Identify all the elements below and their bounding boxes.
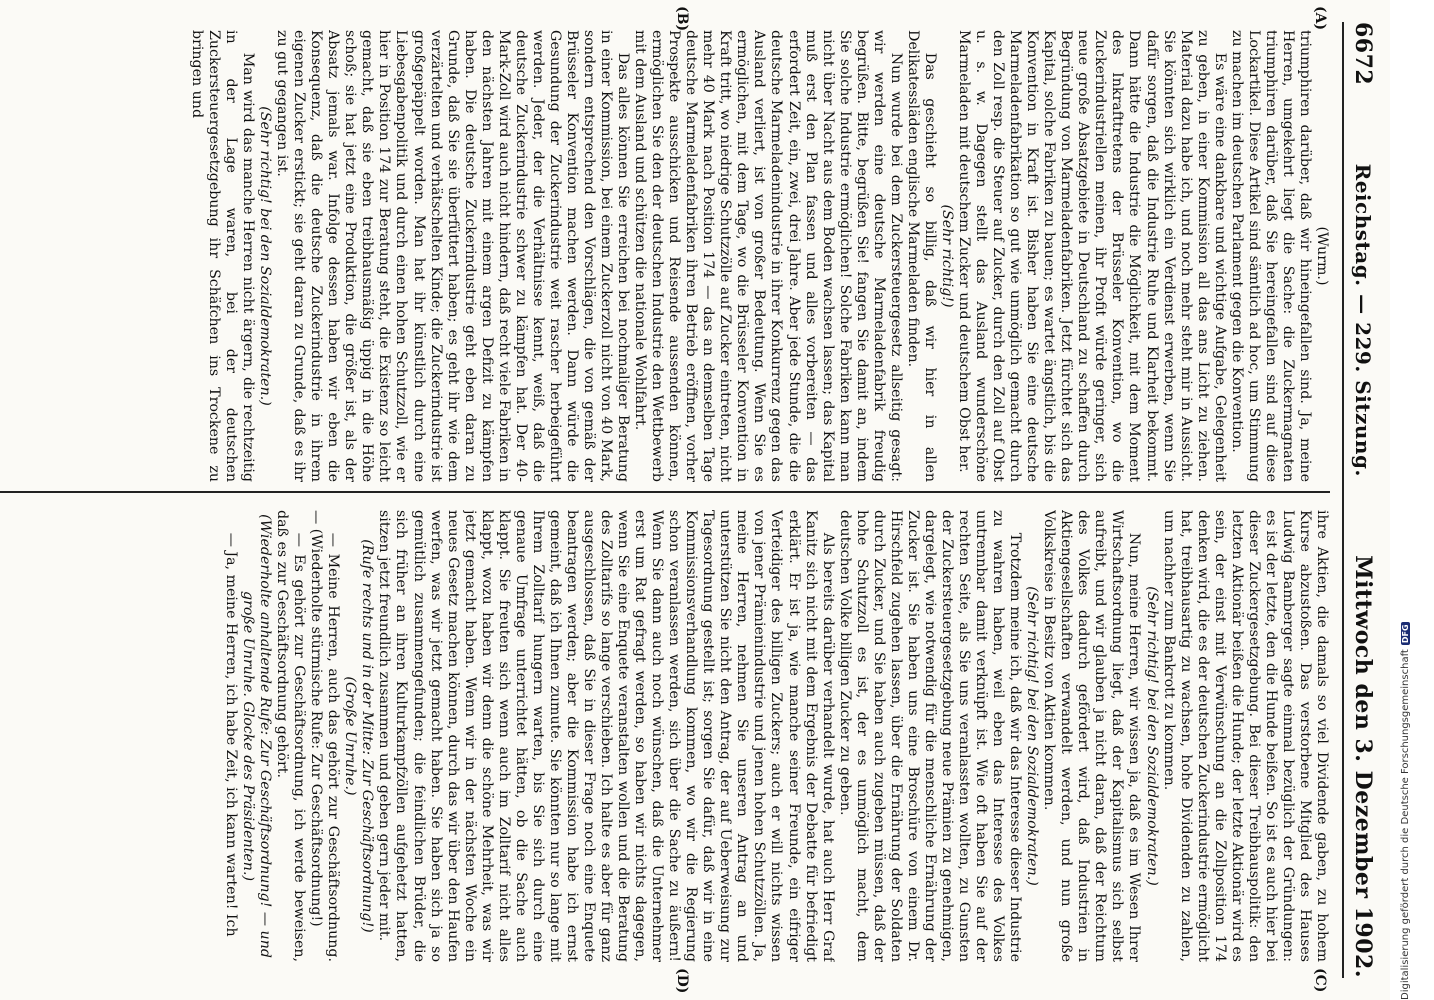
margin-marker-b: (B) [674,6,690,32]
paragraph: Als bereits darüber verhandelt wurde, hat auch Herr Graf Kanitz sich nicht mit dem Ergebnis der Debatte für befriedigt erklärt. Er ist ja, wie manche seiner Freunde, ein eifriger Verteidiger des billigen Zuckers; auch er will nichts wissen von jener Prämienindustrie und jenen hohen Schutzzöllen. Ja, meine Herren, nehmen Sie unseren Antrag an und unterstützen Sie nicht den Antrag, der auf Ueberweisung zur Tagesordnung gestellt ist; sorgen Sie dafür, daß wir in eine Kommissionsverhandlung kommen, wo wir die Regierung schon veranlassen werden, sich über die Sache zu äußern! Wenn Sie dann auch noch wünschen, daß die Unternehmer erst um Rat gefragt werden, so haben wir nichts dagegen, wenn Sie eine Enquete veranstalten wollen und die Beratung des Zolltarifs so lange verschieben. Ich halte es aber für ganz ausgeschlossen, daß Sie in dieser Frage noch eine Enquete beantragen werden; aber die Kommission habe ich ernst gemeint, daß ich Ihnen zumute. Sie könnten nur so lange mit Ihrem Zolltarif hungern warten, bis Sie sich durch eine genaue Umfrage unterrichtet hätten, ob die Sache auch klappt. Sie freuten sich wenn auch im Zolltarif nicht alles klappt, wozu haben wir denn die schöne Mehrheit, was wir jetzt gemacht haben. Wenn wir in der nächsten Woche ein neues Gesetz machen können, durch das wir über den Haufen werfen, was wir jetzt gemacht haben. Sie haben sich ja so gemütlich zusammengefunden; die feindlichen Brüder, die sich früher an ihren Kulturkampfzöllen aufgehetzt hatten, sitzen jetzt freundlich zusammen und geben gern jeder mit. [376,510,836,962]
right-column [0,510,1330,962]
paragraph: Nun wurde bei dem Zuckersteuergesetz allseitig gesagt: wir werden eine deutsche Marmeladenfabrik freudig begrüßen. Bitte, begrüßen Sie! fangen Sie damit an, indem Sie solche Industrie ermöglichen! Solche Fabriken kann man nicht über Nacht aus dem Boden wachsen lassen; das Kapital muß erst den Plan fassen und alles vorbereiten — das erfordert Zeit, ein, zwei, drei Jahre. Aber jede Stunde, die die deutsche Marmeladenindustrie in ihrer Konkurrenz gegen das Ausland verliert, ist von großer Bedeutung. Wenn Sie es ermöglichen, mit dem Tage, wo die Brüsseler Konvention in Kraft tritt, wo niedrige Schutzzölle auf Zucker eintreten, nicht mehr 40 Mark nach Position 174 — das an demselben Tage deutsche Marmeladenfabriken ihren Betrieb eröffnen, vorher Prospekte ausschicken und Reisende aussenden können, ermöglichen Sie den der deutschen Industrie den Wettbewerb mit dem Ausland und schützen die nationale Wohlfahrt. [632,30,904,482]
page-number: 6672 [1350,22,1376,86]
page-date: Mittwoch den 3. Dezember 1902. [1350,555,1376,978]
page-title: Reichstag. — 229. Sitzung. [1351,163,1375,477]
paragraph: Das geschieht so billig, daß wir hier in allen Delikatessläden englische Marmeladen finden. [904,30,938,482]
paragraph: Das alles können Sie erreichen bei nochmaliger Beratung in einer Kommission, bei einem Zuckerzoll nicht von 40 Mark, sondern entsprechend den Vorschlägen, die von gemäß der Brüsseler Konvention machen werden. Dann würde die Gesundung der Zuckerindustrie weit rascher herbeigeführt werden. Jeder, der die Verhältnisse kennt, weiß, daß die deutsche Zuckerindustrie schwer zu kämpfen hat. Der 40-Mark-Zoll wird auch nicht hindern, daß recht viele Fabriken in den nächsten Jahren mit einem argen Defizit zu kämpfen haben. Die deutsche Zuckerindustrie geht eben daran zu Grunde, daß Sie sie überfüttert haben; es geht ihr wie dem verzärtelten und verhätschelten Kinde; die Zuckerindustrie ist großgepäppelt worden. Man hat ihr künstlich durch eine Liebesgabenpolitik und durch einen hohen Schutzzoll, wie er hier in Position 174 zur Beratung steht, die Existenz so leicht gemacht, daß sie eben treibhausmäßig üppig in die Höhe schoß; sie hat jetzt eine Produktion, die größer ist, als der Absatz jemals war. Infolge dessen haben wir eben die Konsequenz, daß die deutsche Zuckerindustrie in ihrem eigenen Zucker erstickt; sie geht daran zu Grunde, daß es ihr zu gut gegangen ist. [274,30,632,482]
interjection: (Rufe rechts und in der Mitte: Zur Geschäftsordnung!) [359,539,376,933]
paragraph: Es wäre eine dankbare und wichtige Aufgabe, Gelegenheit zu geben, in einer Kommission all das ans Licht zu ziehen. Material dazu habe ich, und noch mehr steht mir in Aussicht. Sie könnten sich wirklich ein Verdienst erwerben, wenn Sie dafür sorgen, daß die Industrie Ruhe und Klarheit bekommt. Dann hätte die Industrie die Möglichkeit, mit dem Moment des Inkrafttretens der Brüsseler Konvention, wo die Zuckerindustriellen meinen, ihr Profit würde geringer, sich neue große Absatzgebiete in Deutschland zu schaffen durch Begründung von Marmeladenfabriken. Jetzt fürchtet sich das Kapital, solche Fabriken zu bauen; es wartet ängstlich, bis die Konvention in Kraft ist. Bisher haben Sie eine deutsche Marmeladenfabrikation so gut wie unmöglich gemacht durch den Zoll resp. die Steuer auf Zucker, durch den Zoll auf Obst u. s. w. Dagegen stellt das Ausland wunderschöne Marmeladen mit deutschem Zucker und deutschem Obst her. [956,30,1228,482]
paragraph: triumphiren darüber, daß wir hineingefallen sind. Ja, meine Herren, umgekehrt liegt die Sache: die Zuckermagnaten triumphiren darüber, daß Sie hereingefallen sind auf diese Lockartikel. Diese Artikel sind sämtlich ad hoc, um Stimmung zu machen im deutschen Parlament gegen die Konvention. [1228,30,1313,482]
left-column [0,30,1330,482]
column-divider [0,491,1330,493]
margin-marker-c: (C) [1312,968,1328,993]
interjection: (Sehr richtig! bei den Sozialdemokraten.) [1024,586,1041,886]
margin-marker-d: (D) [674,968,690,994]
interjection: (Sehr richtig! bei den Sozialdemokraten.) [1143,586,1160,886]
paragraph: Trotzdem meine ich, daß wir das Interesse dieser Industrie zu wahren haben, weil eben das Interesse des Volkes untrennbar damit verknüpft ist. Wie oft haben Sie auf der rechten Seite, als Sie uns veranlassten wollten, zu Gunsten der Zuckersteuergesetzgebung neue Prämien zu genehmigen, dargelegt, wie notwendig für die menschliche Ernährung der Zucker ist. Sie haben uns eine Broschüre von einem Dr. Hirschfeld zugehen lassen, über die Ernährung der Soldaten durch Zucker, und Sie haben auch zugeben müssen, daß der hohe Schutzzoll es ist, der es unmöglich macht, dem deutschen Volke billigen Zucker zu geben. [836,510,1024,962]
interjection: (Sehr richtig! bei den Sozialdemokraten.) [257,106,274,406]
interjection: (Große Unruhe.) [342,676,359,796]
paragraph: Man wird das manche Herren nicht ärgern, die rechtzeitig in der Lage waren, bei der deutschen Zuckersteuergesetzgebung ihr Schäfchen ins Trockene zu bringen und [188,30,257,482]
margin-marker-a: (A) [1312,6,1328,31]
header-rule [1342,22,1344,978]
interjection: (Sehr richtig!) [938,204,955,308]
speaker-name: (Wurm.) [1314,226,1330,286]
paragraph: — Ja, meine Herren, ich habe Zeit, ich kann warten! Ich [223,532,239,937]
footer-text: Digitalisierung gefördert durch die Deutsche Forschungsgemeinschaft [1400,649,1411,1000]
dfg-logo-icon: DFG [1401,624,1410,644]
page-header [1342,22,1376,978]
interjection: (Wiederholte anhaltende Rufe: Zur Geschäftsordnung! — und große Unruhe. Glocke des Präsidenten.) [240,514,274,958]
paragraph: ihre Aktien, die damals so viel Dividende gaben, zu hohem Kurse abzustoßen. Das verstorbene Mitglied des Hauses Ludwig Bamberger sagte einmal bezüglich der Gründungen: es ist der letzte, den die Hunde beißen. So ist es auch hier bei dieser Zuckergesetzgebung. Bei dieser Treibhauspolitik: den letzten Aktionär beißen die Hunde; der letzte Aktionär wird es sein, der einst mit Verwünschung an die Zollposition 174 denken wird, die es der deutschen Zuckerindustrie ermöglicht hat, treibhausartig zu wachsen, hohe Dividenden zu zahlen, um nachher zum Bankrott zu kommen. [1160,510,1330,962]
paragraph: — Meine Herren, auch das gehört zur Geschäftsordnung. — (Wiederholte stürmische Rufe: Zur Geschäftsordnung!) [308,510,342,962]
paragraph: — Es gehört zur Geschäftsordnung, ich werde beweisen, daß es zur Geschäftsordnung gehört. [274,510,308,962]
digitization-footer [1400,622,1411,1000]
paragraph: Nun, meine Herren, wir wissen ja, daß es im Wesen Ihrer Wirtschaftsordnung liegt, daß der Kapitalismus sich selbst aufreibt, und wir glauben ja nicht daran, daß der Reichtum des Volkes dadurch gefördert wird, daß Industrien in Aktiengesellschaften verwandelt werden, und nun große Volkskreise in Besitz von Aktien kommen. [1041,510,1143,962]
